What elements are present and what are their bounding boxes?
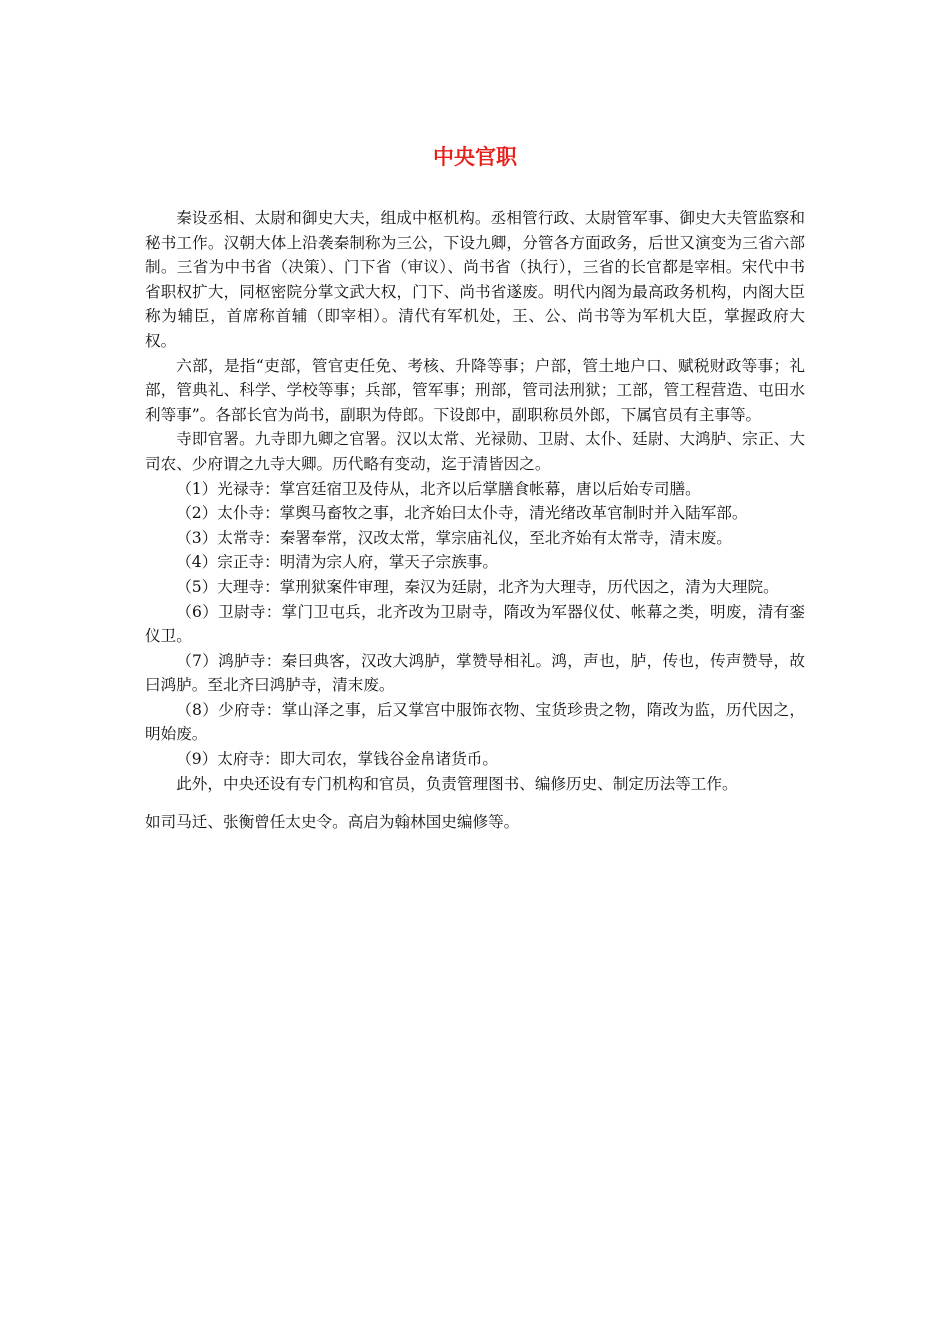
list-item-court-8: （8）少府寺：掌山泽之事，后又掌宫中服饰衣物、宝货珍贵之物，隋改为监，历代因之，明始废。 bbox=[145, 700, 805, 744]
list-item-court-2: （2）太仆寺：掌舆马畜牧之事，北齐始曰太仆寺，清光绪改革官制时并入陆军部。 bbox=[176, 504, 748, 523]
list-item-court-9: （9）太府寺：即大司农，掌钱谷金帛诸货币。 bbox=[176, 750, 498, 769]
document-body bbox=[145, 206, 805, 835]
page-title: 中央官职 bbox=[433, 144, 517, 169]
list-item-court-7: （7）鸿胪寺：秦曰典客，汉改大鸿胪，掌赞导相礼。鸿，声也，胪，传也，传声赞导，故曰鸿胪。至北齐曰鸿胪寺，清末废。 bbox=[145, 651, 805, 695]
list-item-court-5: （5）大理寺：掌刑狱案件审理，秦汉为廷尉，北齐为大理寺，历代因之，清为大理院。 bbox=[176, 577, 779, 596]
paragraph-other-offices: 此外，中央还设有专门机构和官员，负责管理图书、编修历史、制定历法等工作。 bbox=[176, 774, 738, 793]
list-item-court-1: （1）光禄寺：掌宫廷宿卫及侍从，北齐以后掌膳食帐幕，唐以后始专司膳。 bbox=[176, 479, 701, 498]
list-item-court-3: （3）太常寺：秦署奉常，汉改太常，掌宗庙礼仪，至北齐始有太常寺，清末废。 bbox=[176, 528, 732, 547]
list-item-court-4: （4）宗正寺：明清为宗人府，掌天子宗族事。 bbox=[176, 553, 498, 572]
paragraph-closing: 如司马迁、张衡曾任太史令。高启为翰林国史编修等。 bbox=[145, 813, 520, 832]
paragraph-six-ministries: 六部，是指“吏部，管官吏任免、考核、升降等事；户部，管土地户口、赋税财政等事；礼部，管典礼、科学、学校等事；兵部，管军事；刑部，管司法刑狱；工部，管工程营造、屯田水利等事”。各部长官为尚书，副职为侍郎。下设郎中，副职称员外郎，下属官员有主事等。 bbox=[145, 356, 805, 424]
paragraph-nine-courts: 寺即官署。九寺即九卿之官署。汉以太常、光禄勋、卫尉、太仆、廷尉、大鸿胪、宗正、大司农、少府谓之九寺大卿。历代略有变动，迄于清皆因之。 bbox=[145, 430, 805, 473]
list-item-court-6: （6）卫尉寺：掌门卫屯兵，北齐改为卫尉寺，隋改为军器仪仗、帐幕之类，明废，清有銮仪卫。 bbox=[145, 602, 805, 646]
paragraph-intro: 秦设丞相、太尉和御史大夫，组成中枢机构。丞相管行政、太尉管军事、御史大夫管监察和秘书工作。汉朝大体上沿袭秦制称为三公，下设九卿，分管各方面政务，后世又演变为三省六部制。三省为中书省（决策）、门下省（审议）、尚书省（执行），三省的长官都是宰相。宋代中书省职权扩大，同枢密院分掌文武大权，门下、尚书省遂废。明代内阁为最高政务机构，内阁大臣称为辅臣，首席称首辅（即宰相）。清代有军机处，王、公、尚书等为军机大臣，掌握政府大权。 bbox=[145, 209, 805, 350]
